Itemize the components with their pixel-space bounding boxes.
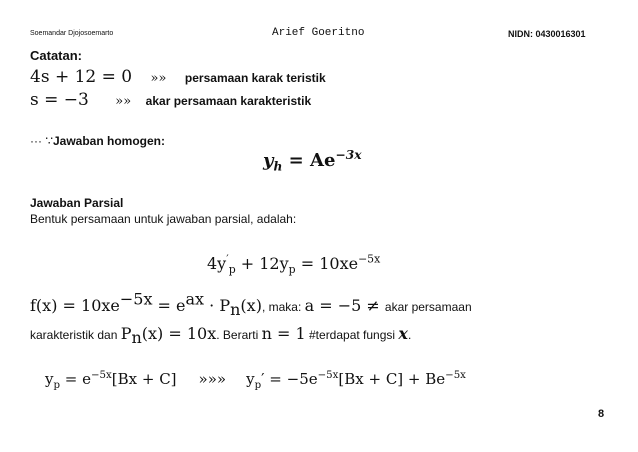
final-equation [45, 370, 466, 391]
fx-maka: , maka: [261, 300, 305, 314]
kar-p: P [120, 324, 132, 343]
final-arrows: »»» [198, 370, 227, 388]
kar-x: x [398, 324, 408, 343]
yh-sub: h [273, 159, 283, 174]
fx-a3: · P [204, 296, 231, 315]
kar-t4: . [407, 328, 412, 342]
page-number: 8 [598, 408, 605, 420]
eq2-arrow: »» [115, 94, 132, 109]
final-eq1-rest: [Bx + C] [111, 370, 177, 388]
final-lhs-sub: p [53, 380, 61, 391]
peq-prime: ′ [226, 252, 229, 266]
kar-t3: #terdapat fungsi [305, 328, 399, 342]
yh-rhs: = Ae [288, 150, 336, 171]
fx-a-eq: a = −5 ≠ [304, 296, 385, 315]
kar-line [30, 324, 412, 348]
kar-p-sub: n [131, 328, 142, 348]
header-author-left: Soemandar Djojosoemarto [30, 30, 114, 37]
header-author-center: Arief Goeritno [272, 27, 365, 39]
eq1-text: persamaan karak teristik [184, 71, 326, 85]
parsial-equation [207, 252, 381, 277]
eq1-arrow: »» [150, 71, 167, 86]
eq2-math: s = −3 [30, 90, 89, 110]
catatan-eq2 [30, 90, 311, 110]
yh-exp: −3x [335, 148, 362, 162]
fx-a1: f(x) = 10xe [30, 296, 120, 315]
peq-sub1: p [228, 263, 236, 277]
peq-exp: −5x [358, 252, 381, 266]
kar-t2: . Berarti [216, 328, 262, 342]
peq-rhs: = 10xe [295, 254, 359, 273]
fx-akar: akar persamaan [384, 300, 472, 314]
eq1-math: 4s + 12 = 0 [30, 67, 133, 87]
homogen-label: Jawaban homogen: [52, 134, 165, 148]
kar-n-eq: n = 1 [261, 324, 306, 343]
yh-var: y [263, 150, 274, 171]
fx-a2: = e [152, 296, 186, 315]
homogen-prefix: ··· ∵ [30, 134, 53, 148]
fx-a1-exp: −5x [119, 289, 153, 309]
final-rhs-sub: p [254, 380, 262, 391]
peq-sub2: p [288, 263, 296, 277]
fx-a3-sub: n [230, 300, 241, 320]
final-eq1-exp: −5x [91, 370, 112, 381]
final-rhs1-exp: −5x [317, 370, 339, 381]
fx-a2-exp: ax [185, 289, 205, 309]
peq-12y: + 12y [235, 254, 289, 273]
parsial-title: Jawaban Parsial [30, 196, 124, 210]
homogen-equation [263, 148, 362, 174]
final-rhs2-exp: −5x [445, 370, 466, 381]
peq-4y: 4y [207, 254, 227, 273]
catatan-eq1 [30, 67, 326, 87]
kar-p-rest: (x) = 10x [141, 324, 217, 343]
header-nidn: NIDN: 0430016301 [508, 29, 586, 39]
final-eq1: = e [60, 370, 91, 388]
homogen-line [30, 132, 165, 150]
parsial-desc: Bentuk persamaan untuk jawaban parsial, adalah: [30, 212, 297, 226]
kar-t1: karakteristik dan [30, 328, 121, 342]
fx-line [30, 289, 472, 320]
final-rhs-y: y [246, 370, 255, 388]
final-lhs: y [45, 370, 54, 388]
final-rhs1: = −5e [264, 370, 318, 388]
final-rhs-prime: ′ [261, 370, 265, 388]
catatan-label: Catatan: [30, 48, 83, 63]
eq2-text: akar persamaan karakteristik [145, 94, 312, 108]
fx-a4: (x) [240, 296, 262, 315]
final-rhs1-rest: [Bx + C] + Be [338, 370, 446, 388]
